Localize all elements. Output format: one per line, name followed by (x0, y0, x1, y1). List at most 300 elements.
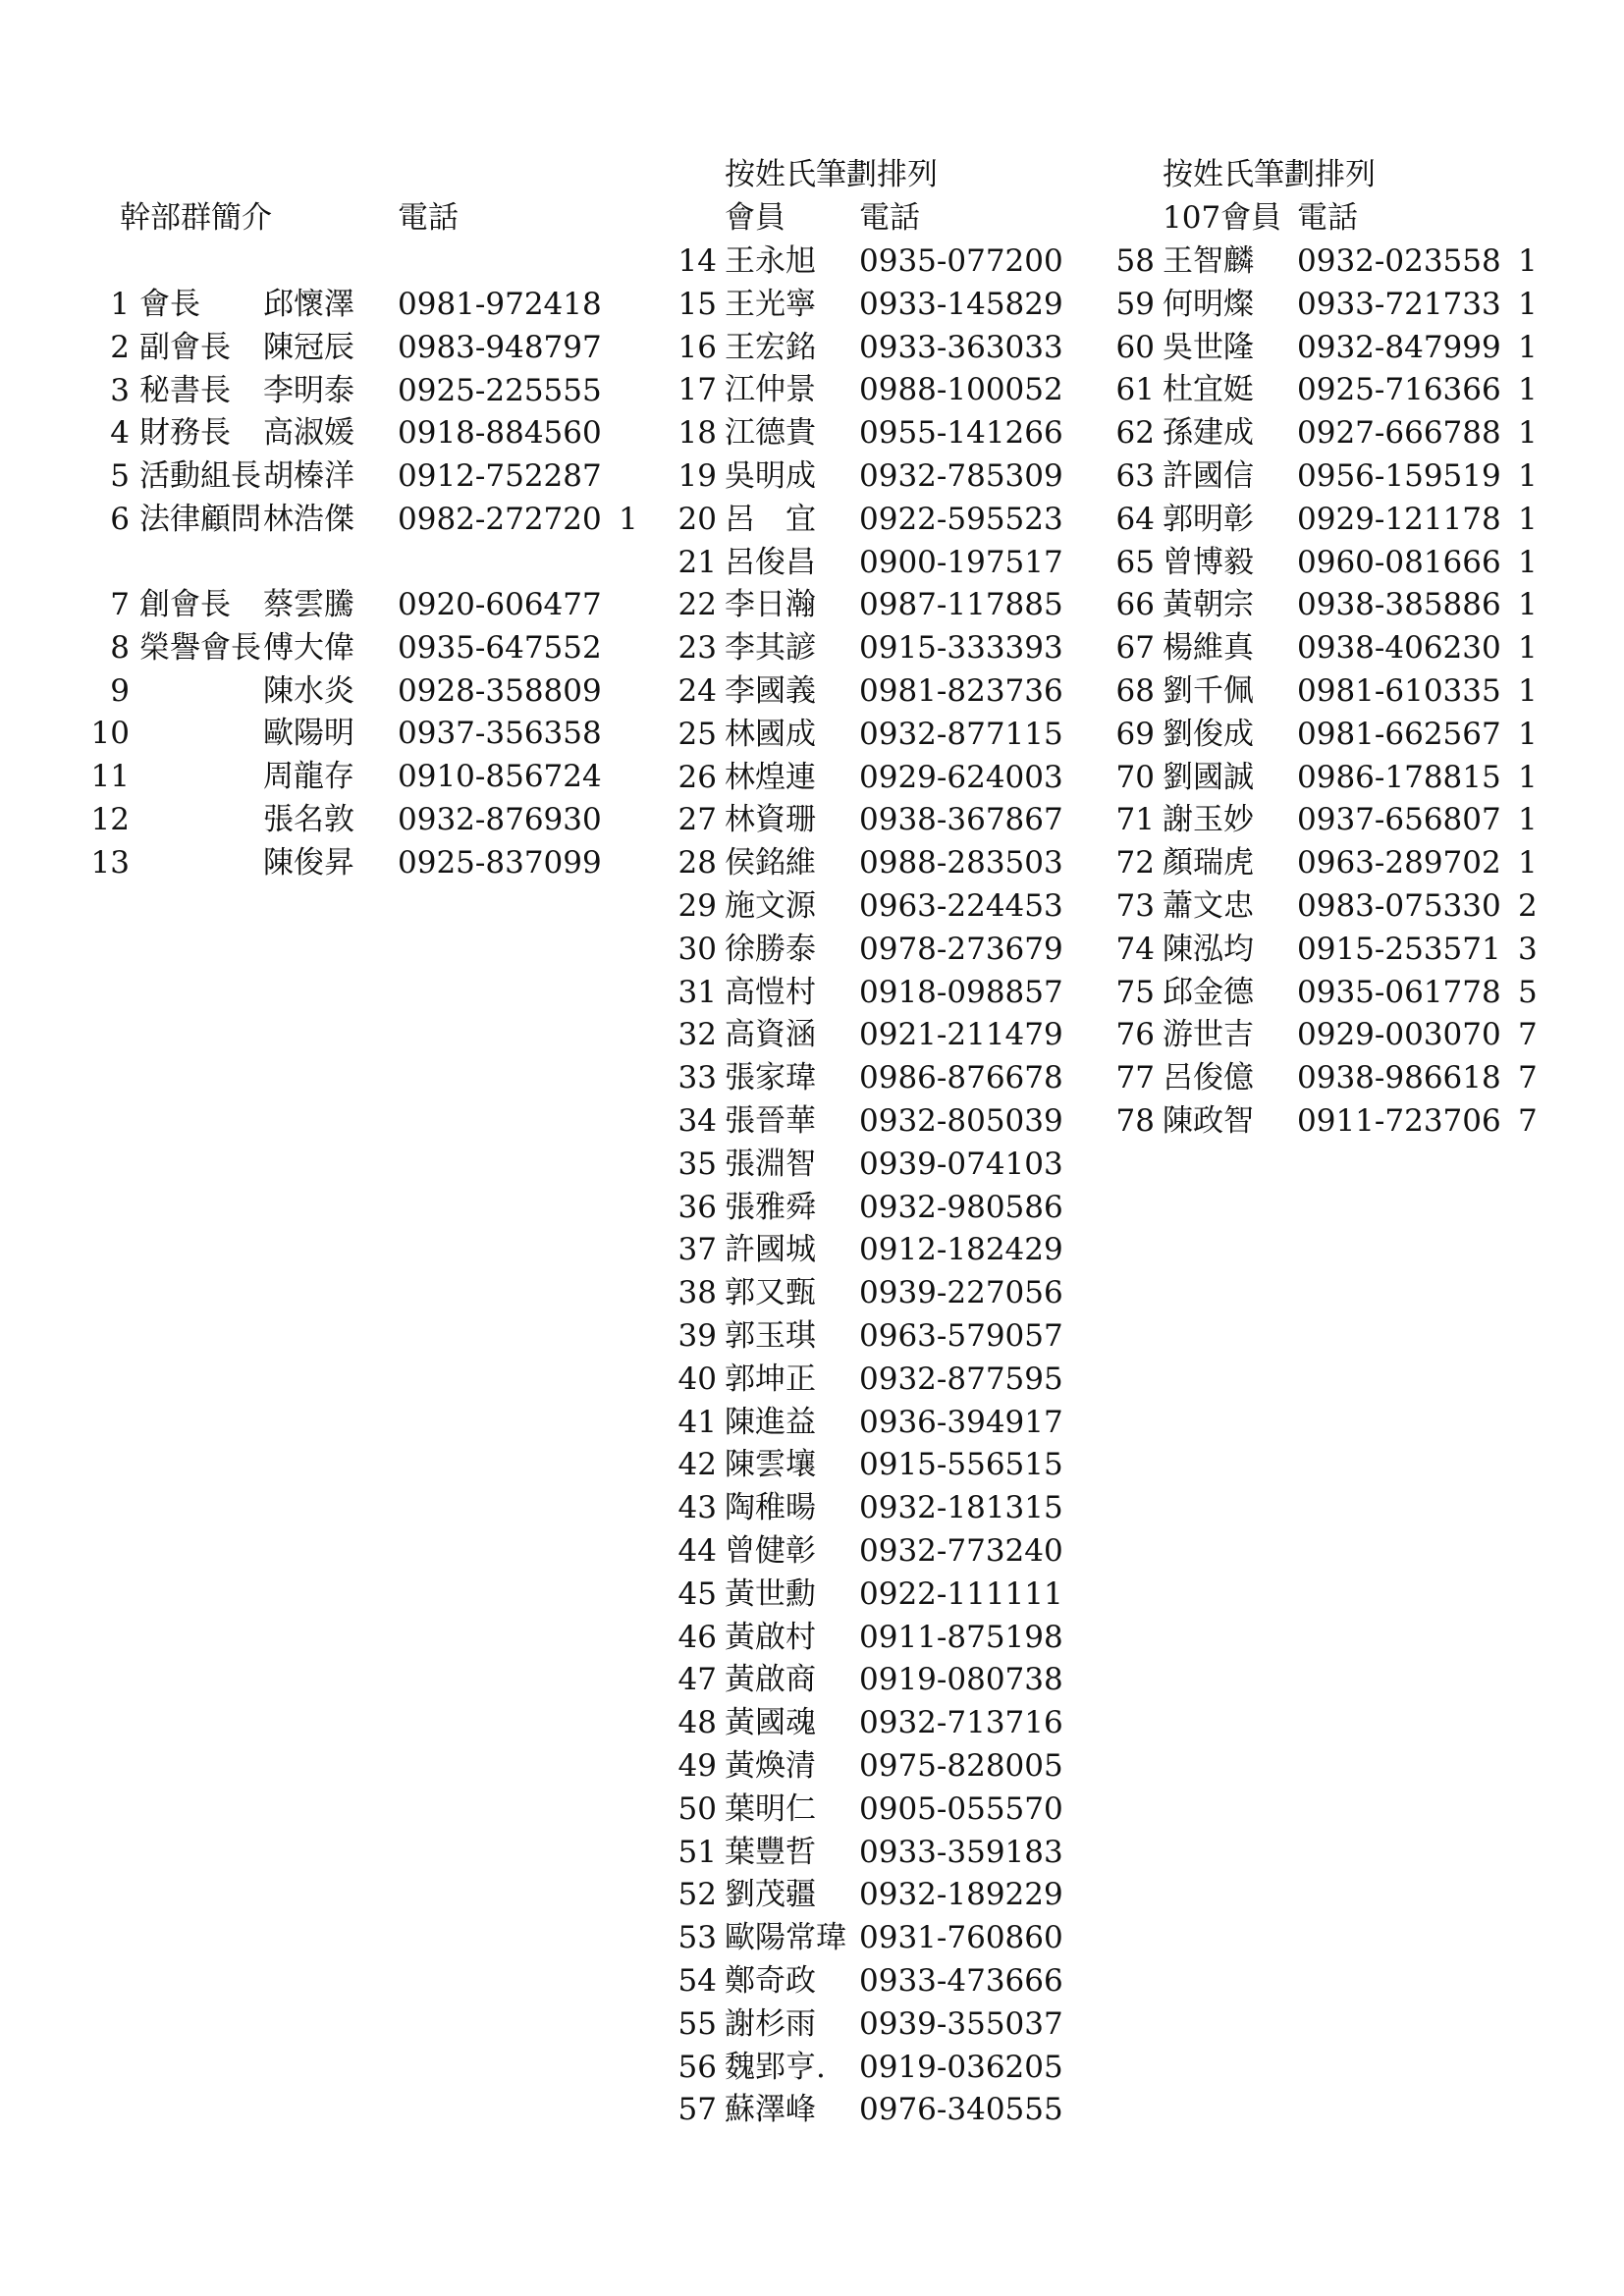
item-number: 5 (110, 458, 130, 495)
list-item (668, 1744, 1178, 1788)
list-item (668, 583, 1178, 626)
phone-header: 電話 (859, 200, 920, 236)
phone-number: 0933-473666 (859, 1963, 1063, 1999)
member-header: 107會員 (1163, 200, 1282, 236)
phone-number: 0978-273679 (859, 931, 1063, 967)
member-name: 謝杉雨 (725, 2005, 816, 2042)
member-name: 劉國誠 (1163, 759, 1254, 795)
list-item (1106, 498, 1616, 541)
phone-number: 0925-837099 (398, 844, 602, 881)
member-number: 59 (1115, 286, 1155, 322)
item-number: 10 (90, 716, 130, 752)
list-item (668, 1959, 1178, 2002)
person-name: 李明泰 (263, 372, 354, 408)
member-name: 李日瀚 (725, 587, 816, 623)
list-item (668, 1486, 1178, 1529)
list-item (668, 669, 1178, 713)
list-item (1106, 283, 1616, 326)
list-item (668, 1056, 1178, 1099)
phone-number: 0927-666788 (1297, 415, 1501, 452)
member-number: 47 (677, 1662, 717, 1698)
member-name: 游世吉 (1163, 1017, 1254, 1053)
extra-mark: 2 (1518, 888, 1538, 924)
phone-number: 0933-721733 (1297, 286, 1501, 322)
member-name: 陳進益 (725, 1404, 816, 1440)
member-number: 20 (677, 501, 717, 537)
member-name: 徐勝泰 (725, 931, 816, 967)
phone-number: 0918-884560 (398, 415, 602, 452)
member-name: 黃世勳 (725, 1575, 816, 1612)
list-item (668, 1314, 1178, 1358)
extra-mark: 1 (1518, 329, 1538, 365)
member-number: 43 (677, 1490, 717, 1526)
list-item (1106, 928, 1616, 971)
member-number: 62 (1115, 415, 1155, 452)
phone-number: 0955-141266 (859, 415, 1063, 452)
member-name: 李其諺 (725, 630, 816, 667)
phone-number: 0981-972418 (398, 287, 602, 322)
member-name: 侯銘維 (725, 845, 816, 881)
member-name: 杜宜娗 (1163, 372, 1254, 408)
list-item (668, 368, 1178, 411)
extra-mark: 1 (1518, 673, 1538, 709)
extra-mark: 1 (1518, 587, 1538, 623)
phone-number: 0932-181315 (859, 1490, 1063, 1526)
member-name: 何明燦 (1163, 286, 1254, 322)
list-item (79, 755, 602, 798)
list-item (668, 1616, 1178, 1659)
member-name: 張家瑋 (725, 1060, 816, 1096)
role-title: 財務長 (139, 415, 231, 452)
member-number: 70 (1115, 759, 1155, 795)
item-number: 13 (90, 844, 130, 881)
role-title: 副會長 (139, 329, 231, 365)
extra-mark: 5 (1518, 974, 1538, 1010)
member-name: 謝玉妙 (1163, 802, 1254, 838)
extra-mark: 7 (1518, 1103, 1538, 1139)
list-item (1106, 756, 1616, 799)
phone-number: 0963-224453 (859, 888, 1063, 924)
item-number: 4 (110, 415, 130, 452)
member-name: 郭玉琪 (725, 1318, 816, 1354)
extra-mark: 1 (1518, 286, 1538, 322)
extra-mark: 1 (1518, 759, 1538, 795)
item-number: 3 (110, 372, 130, 408)
phone-number: 0982-272720 (398, 502, 602, 537)
phone-number: 0981-823736 (859, 673, 1063, 709)
phone-number: 0919-080738 (859, 1662, 1063, 1698)
phone-number: 0925-716366 (1297, 372, 1501, 408)
extra-mark: 1 (1518, 243, 1538, 279)
member-name: 魏郢亨. (725, 2049, 826, 2085)
list-item (668, 541, 1178, 584)
extra-mark: 1 (1518, 544, 1538, 580)
member-name: 黃啟村 (725, 1619, 816, 1655)
phone-number: 0938-385886 (1297, 587, 1501, 623)
item-number: 12 (90, 802, 130, 837)
item-number: 2 (110, 329, 130, 365)
role-title: 創會長 (139, 587, 231, 622)
phone-header: 電話 (1297, 200, 1358, 236)
sort-note: 按姓氏筆劃排列 (1163, 157, 1376, 192)
extra-mark: 1 (1518, 372, 1538, 408)
member-name: 王智麟 (1163, 243, 1254, 279)
member-number: 35 (677, 1146, 717, 1182)
phone-number: 0936-394917 (859, 1404, 1063, 1440)
member-number: 66 (1115, 587, 1155, 623)
member-name: 黃啟商 (725, 1662, 816, 1698)
list-item (1106, 713, 1616, 756)
member-number: 38 (677, 1275, 717, 1311)
member-name: 王宏銘 (725, 329, 816, 365)
phone-number: 0983-075330 (1297, 888, 1501, 924)
phone-number: 0933-363033 (859, 329, 1063, 365)
phone-number: 0929-121178 (1297, 501, 1501, 537)
list-item (668, 2002, 1178, 2046)
phone-number: 0986-178815 (1297, 759, 1501, 795)
phone-number: 0983-948797 (398, 329, 602, 365)
member-number: 24 (677, 673, 717, 709)
member-number: 56 (677, 2049, 717, 2085)
extra-mark: 1 (619, 502, 638, 537)
phone-number: 0956-159519 (1297, 458, 1501, 494)
phone-number: 0963-579057 (859, 1318, 1063, 1354)
member-name: 邱金德 (1163, 974, 1254, 1010)
member-number: 61 (1115, 372, 1155, 408)
member-number: 51 (677, 1834, 717, 1870)
phone-number: 0932-805039 (859, 1103, 1063, 1139)
member-name: 陶稚暘 (725, 1490, 816, 1526)
phone-number: 0976-340555 (859, 2092, 1063, 2128)
phone-number: 0932-713716 (859, 1705, 1063, 1741)
person-name: 張名敦 (263, 802, 354, 837)
member-number: 23 (677, 630, 717, 667)
member-number: 71 (1115, 802, 1155, 838)
person-name: 胡榛洋 (263, 458, 354, 495)
member-name: 郭又甄 (725, 1275, 816, 1311)
member-number: 16 (677, 329, 717, 365)
phone-number: 0900-197517 (859, 544, 1063, 580)
member-number: 76 (1115, 1017, 1155, 1053)
list-item (79, 669, 602, 713)
list-item (1106, 1013, 1616, 1056)
member-number: 65 (1115, 544, 1155, 580)
list-item (79, 498, 638, 541)
person-name: 高淑媛 (263, 415, 354, 452)
phone-number: 0963-289702 (1297, 845, 1501, 881)
list-item (79, 454, 602, 498)
member-name: 黃朝宗 (1163, 587, 1254, 623)
item-number: 11 (90, 759, 130, 795)
member-number: 45 (677, 1575, 717, 1612)
role-title: 秘書長 (139, 372, 231, 408)
officers-title: 幹部群簡介 (120, 200, 272, 236)
member-name: 王永旭 (725, 243, 816, 279)
list-item (668, 1228, 1178, 1271)
phone-number: 0935-061778 (1297, 974, 1501, 1010)
member-name: 陳政智 (1163, 1103, 1254, 1139)
member-name: 陳雲壤 (725, 1447, 816, 1483)
phone-number: 0988-100052 (859, 372, 1063, 408)
phone-number: 0937-356358 (398, 716, 602, 752)
list-item (668, 1873, 1178, 1916)
member-number: 46 (677, 1619, 717, 1655)
extra-mark: 1 (1518, 716, 1538, 752)
phone-number: 0932-023558 (1297, 243, 1501, 279)
member-name: 許國城 (725, 1232, 816, 1268)
list-item (668, 1013, 1178, 1056)
member-number: 64 (1115, 501, 1155, 537)
list-item (668, 2046, 1178, 2089)
list-item (668, 1701, 1178, 1744)
extra-mark: 1 (1518, 630, 1538, 667)
list-item (668, 1186, 1178, 1229)
member-number: 55 (677, 2005, 717, 2042)
phone-number: 0938-367867 (859, 802, 1063, 838)
member-number: 39 (677, 1318, 717, 1354)
list-item (1106, 798, 1616, 841)
member-number: 49 (677, 1748, 717, 1784)
item-number: 1 (110, 287, 130, 322)
list-item (668, 884, 1178, 928)
phone-number: 0935-647552 (398, 629, 602, 666)
member-name: 蕭文忠 (1163, 888, 1254, 924)
member-number: 63 (1115, 458, 1155, 494)
person-name: 歐陽明 (263, 716, 354, 752)
list-item (1106, 841, 1616, 884)
member-name: 林資珊 (725, 802, 816, 838)
list-item (1106, 884, 1616, 928)
phone-number: 0912-182429 (859, 1232, 1063, 1268)
phone-number: 0981-662567 (1297, 716, 1501, 752)
list-item (1106, 669, 1616, 713)
person-name: 周龍存 (263, 759, 354, 795)
member-number: 68 (1115, 673, 1155, 709)
extra-mark: 7 (1518, 1060, 1538, 1096)
person-name: 林浩傑 (263, 502, 354, 537)
list-item (668, 1573, 1178, 1616)
phone-number: 0988-283503 (859, 845, 1063, 881)
member-number: 19 (677, 458, 717, 494)
phone-number: 0935-077200 (859, 243, 1063, 279)
item-number: 6 (110, 502, 130, 537)
phone-number: 0932-877595 (859, 1361, 1063, 1397)
member-name: 吳世隆 (1163, 329, 1254, 365)
member-name: 郭明彰 (1163, 501, 1254, 537)
member-number: 73 (1115, 888, 1155, 924)
list-item (1106, 326, 1616, 369)
member-number: 29 (677, 888, 717, 924)
list-item (79, 841, 602, 884)
member-name: 呂俊億 (1163, 1060, 1254, 1096)
extra-mark: 1 (1518, 501, 1538, 537)
member-name: 郭坤正 (725, 1361, 816, 1397)
phone-number: 0920-606477 (398, 587, 602, 622)
phone-number: 0929-003070 (1297, 1017, 1501, 1053)
phone-number: 0915-253571 (1297, 931, 1501, 967)
member-name: 葉豐哲 (725, 1834, 816, 1870)
phone-number: 0975-828005 (859, 1748, 1063, 1784)
member-name: 許國信 (1163, 458, 1254, 494)
list-item (668, 1271, 1178, 1314)
member-number: 32 (677, 1017, 717, 1053)
list-item (668, 841, 1178, 884)
role-title: 法律顧問 (139, 502, 261, 537)
member-number: 27 (677, 802, 717, 838)
member-number: 18 (677, 415, 717, 452)
phone-number: 0922-595523 (859, 501, 1063, 537)
list-item (1106, 368, 1616, 411)
member-name: 曾健彰 (725, 1533, 816, 1569)
list-item (1106, 971, 1616, 1014)
phone-number: 0986-876678 (859, 1060, 1063, 1096)
role-title: 活動組長 (139, 458, 261, 495)
member-number: 15 (677, 286, 717, 322)
member-name: 葉明仁 (725, 1790, 816, 1827)
list-item (79, 326, 602, 369)
member-number: 14 (677, 243, 717, 279)
phone-number: 0981-610335 (1297, 673, 1501, 709)
list-item (1106, 583, 1616, 626)
list-item (79, 626, 602, 669)
member-number: 60 (1115, 329, 1155, 365)
extra-mark: 3 (1518, 931, 1538, 967)
phone-number: 0933-145829 (859, 286, 1063, 322)
phone-number: 0932-980586 (859, 1189, 1063, 1225)
phone-number: 0919-036205 (859, 2049, 1063, 2085)
member-number: 42 (677, 1447, 717, 1483)
phone-number: 0960-081666 (1297, 544, 1501, 580)
person-name: 邱懷澤 (263, 287, 354, 322)
list-item (668, 1788, 1178, 1831)
member-number: 75 (1115, 974, 1155, 1010)
member-name: 張晉華 (725, 1103, 816, 1139)
list-item (79, 712, 602, 755)
phone-number: 0932-847999 (1297, 329, 1501, 365)
list-item (1106, 411, 1616, 454)
phone-number: 0932-773240 (859, 1533, 1063, 1569)
list-item (668, 971, 1178, 1014)
person-name: 陳水炎 (263, 672, 354, 709)
list-item (668, 498, 1178, 541)
phone-number: 0932-876930 (398, 802, 602, 837)
phone-number: 0939-227056 (859, 1275, 1063, 1311)
list-item (668, 1831, 1178, 1874)
extra-mark: 1 (1518, 415, 1538, 452)
member-number: 72 (1115, 845, 1155, 881)
member-number: 30 (677, 931, 717, 967)
list-item (668, 1099, 1178, 1143)
member-name: 黃煥清 (725, 1748, 816, 1784)
member-number: 21 (677, 544, 717, 580)
list-item (668, 756, 1178, 799)
member-number: 22 (677, 587, 717, 623)
list-item (668, 798, 1178, 841)
phone-number: 0912-752287 (398, 458, 602, 495)
officers-phone-header: 電話 (398, 200, 459, 236)
member-number: 74 (1115, 931, 1155, 967)
phone-number: 0939-074103 (859, 1146, 1063, 1182)
member-name: 孫建成 (1163, 415, 1254, 452)
item-number: 9 (110, 672, 130, 709)
item-number: 7 (110, 587, 130, 622)
phone-number: 0933-359183 (859, 1834, 1063, 1870)
member-number: 40 (677, 1361, 717, 1397)
member-name: 江仲景 (725, 372, 816, 408)
list-item (668, 626, 1178, 669)
member-name: 呂 宜 (725, 501, 816, 537)
member-number: 57 (677, 2092, 717, 2128)
phone-number: 0918-098857 (859, 974, 1063, 1010)
sort-note: 按姓氏筆劃排列 (725, 157, 938, 192)
member-header: 會員 (725, 200, 785, 236)
list-item (668, 411, 1178, 454)
list-item (1106, 454, 1616, 498)
role-title: 榮譽會長 (139, 629, 261, 666)
member-name: 陳泓均 (1163, 931, 1254, 967)
member-number: 52 (677, 1877, 717, 1913)
list-item (79, 798, 602, 841)
member-number: 37 (677, 1232, 717, 1268)
list-item (1106, 541, 1616, 584)
list-item (79, 411, 602, 454)
person-name: 陳冠辰 (263, 329, 354, 365)
phone-number: 0915-556515 (859, 1447, 1063, 1483)
list-item (79, 283, 602, 326)
member-name: 吳明成 (725, 458, 816, 494)
phone-number: 0938-406230 (1297, 630, 1501, 667)
person-name: 蔡雲騰 (263, 587, 354, 622)
list-item (668, 1358, 1178, 1401)
phone-number: 0910-856724 (398, 759, 602, 795)
phone-number: 0938-986618 (1297, 1060, 1501, 1096)
list-item (668, 1143, 1178, 1186)
member-name: 林煌連 (725, 759, 816, 795)
member-number: 78 (1115, 1103, 1155, 1139)
list-item (668, 326, 1178, 369)
member-number: 33 (677, 1060, 717, 1096)
member-number: 53 (677, 1920, 717, 1956)
phone-number: 0932-785309 (859, 458, 1063, 494)
member-number: 67 (1115, 630, 1155, 667)
member-name: 劉千佩 (1163, 673, 1254, 709)
phone-number: 0932-877115 (859, 716, 1063, 752)
list-item (668, 1443, 1178, 1486)
list-item (668, 1658, 1178, 1701)
phone-number: 0929-624003 (859, 759, 1063, 795)
member-number: 34 (677, 1103, 717, 1139)
member-name: 張雅舜 (725, 1189, 816, 1225)
person-name: 陳俊昇 (263, 844, 354, 881)
member-name: 劉俊成 (1163, 716, 1254, 752)
member-name: 鄭奇政 (725, 1963, 816, 1999)
phone-number: 0931-760860 (859, 1920, 1063, 1956)
phone-number: 0911-723706 (1297, 1103, 1501, 1139)
member-name: 高資涵 (725, 1017, 816, 1053)
member-name: 張淵智 (725, 1146, 816, 1182)
list-item (79, 583, 602, 626)
phone-number: 0932-189229 (859, 1877, 1063, 1913)
member-name: 蘇澤峰 (725, 2092, 816, 2128)
list-item (668, 283, 1178, 326)
member-name: 曾博毅 (1163, 544, 1254, 580)
extra-mark: 1 (1518, 802, 1538, 838)
list-item (79, 369, 602, 412)
member-name: 施文源 (725, 888, 816, 924)
member-name: 楊維真 (1163, 630, 1254, 667)
list-item (668, 928, 1178, 971)
list-item (668, 240, 1178, 283)
